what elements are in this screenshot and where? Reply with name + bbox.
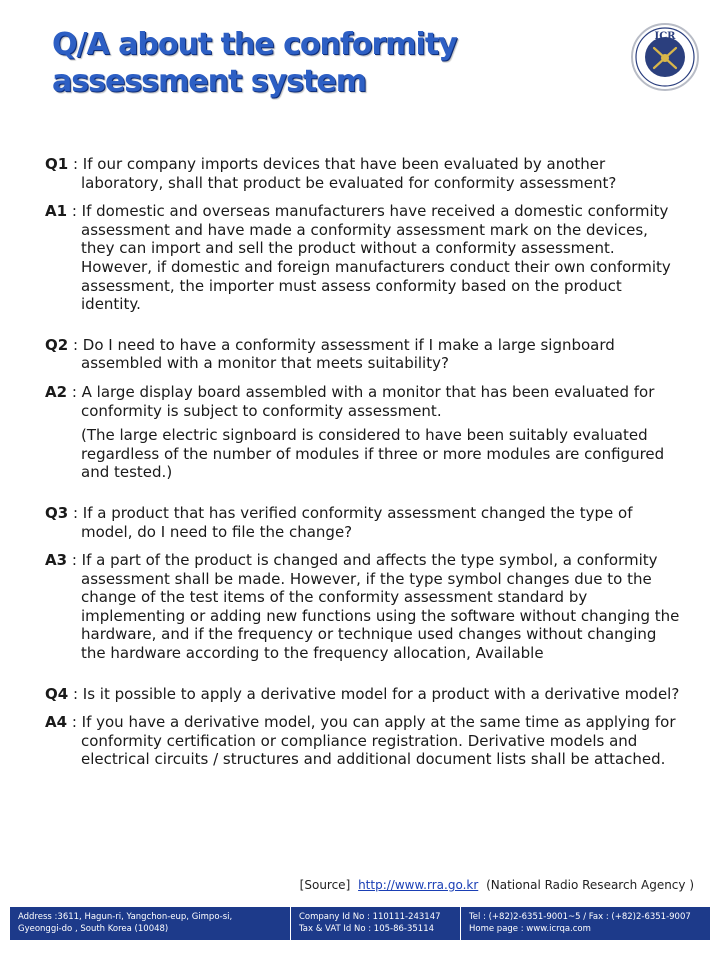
question-text: If a product that has verified conformity assessment changed the type of model, do I need to file the change? [81, 503, 633, 541]
phone-fax: Tel : (+82)2-6351-9001~5 / Fax : (+82)2-6351-9007 [469, 912, 691, 922]
title-line-2: assessment system [52, 64, 366, 99]
footer-company-ids [290, 907, 460, 940]
source-agency: (National Radio Research Agency ) [486, 878, 694, 892]
icr-logo [630, 22, 700, 92]
question-text: If our company imports devices that have been evaluated by another laboratory, shall that product be evaluated for conformity assessment? [81, 155, 617, 192]
footer-bar [10, 907, 710, 940]
footer-contact [460, 907, 710, 940]
qa-block-4 [45, 685, 685, 769]
qa-block-3 [45, 504, 685, 663]
answer-1: A1 : If domestic and overseas manufacturers have received a domestic conformity assessment and have made a conformity assessment mark on the devices, they can import and sell the product without a conformity assessment. However, if domestic and foreign manufacturers conduct their own conformity assessment, the importer must assess conformity based on the product identity. [45, 202, 671, 314]
question-4: Q4 : Is it possible to apply a derivative model for a product with a derivative model? [45, 684, 680, 703]
source-citation [300, 878, 694, 892]
source-link[interactable]: http://www.rra.go.kr [358, 878, 479, 892]
question-key: Q3 [45, 503, 69, 522]
source-label: [Source] [299, 878, 351, 892]
question-text: Is it possible to apply a derivative model for a product with a derivative model? [82, 684, 680, 703]
title-line-1: Q/A about the conformity [52, 27, 457, 62]
page-title [52, 26, 457, 100]
question-3: Q3 : If a product that has verified conformity assessment changed the type of model, do I need to file the change? [45, 503, 633, 541]
qa-list [45, 155, 685, 791]
company-id: Company Id No : 110111-243147 [299, 912, 441, 922]
answer-3: A3 : If a part of the product is changed and affects the type symbol, a conformity assessment shall be made. However, if the type symbol changes due to the change of the test items of the conformity assessment standard by implementing or adding new functions using the software without changing the hardware, and if the frequency or technique used changes without changing the hardware according to the frequency allocation, Available [45, 551, 680, 663]
address-line-2: Gyeonggi-do , South Korea (10048) [18, 924, 169, 934]
logo-lettering: ICR [654, 31, 676, 42]
answer-text: A large display board assembled with a monitor that has been evaluated for conformity is subject to conformity assessment. [81, 382, 655, 420]
answer-key: A3 [45, 551, 68, 570]
tax-id: Tax & VAT Id No : 105-86-35114 [299, 924, 435, 934]
answer-key: A4 [45, 713, 68, 732]
qa-block-1 [45, 155, 685, 314]
answer-4: A4 : If you have a derivative model, you can apply at the same time as applying for conformity certification or compliance registration. Derivative models and electrical circuits / structures and additional document lists shall be attached. [45, 713, 676, 769]
question-text: Do I need to have a conformity assessment if I make a large signboard assembled with a monitor that meets suitability? [81, 335, 615, 373]
answer-note: (The large electric signboard is considered to have been suitably evaluated regardless of the number of modules if three or more modules are configured and tested.) [81, 426, 665, 482]
qa-block-2 [45, 336, 685, 482]
footer-address [10, 907, 290, 940]
question-key: Q1 [45, 155, 69, 173]
address-line-1: Address :3611, Hagun-ri, Yangchon-eup, Gimpo-si, [18, 912, 233, 922]
answer-text: If you have a derivative model, you can apply at the same time as applying for conformity certification or compliance registration. Derivative models and electrical circuits / structures and additional document lists shall be attached. [81, 713, 676, 769]
answer-key: A2 [45, 382, 68, 401]
answer-key: A1 [45, 202, 68, 221]
question-2: Q2 : Do I need to have a conformity assessment if I make a large signboard assembled with a monitor that meets suitability? [45, 335, 615, 373]
answer-2: A2 : A large display board assembled with a monitor that has been evaluated for conformity is subject to conformity assessment. [45, 382, 655, 420]
question-key: Q4 [45, 684, 69, 703]
question-1: Q1 : If our company imports devices that have been evaluated by another laboratory, shall that product be evaluated for conformity assessment? [45, 155, 617, 192]
homepage[interactable]: Home page : www.icrqa.com [469, 924, 591, 934]
question-key: Q2 [45, 335, 69, 354]
answer-text: If a part of the product is changed and affects the type symbol, a conformity assessment shall be made. However, if the type symbol changes due to the change of the test items of the conformity assessment standard by implementing or adding new functions using the software without changing the hardware, and if the frequency or technique used changes without changing the hardware according to the frequency allocation, Available [81, 551, 680, 663]
answer-text: If domestic and overseas manufacturers have received a domestic conformity assessment and have made a conformity assessment mark on the devices, they can import and sell the product without a conformity assessment. However, if domestic and foreign manufacturers conduct their own conformity assessment, the importer must assess conformity based on the product identity. [81, 202, 671, 314]
